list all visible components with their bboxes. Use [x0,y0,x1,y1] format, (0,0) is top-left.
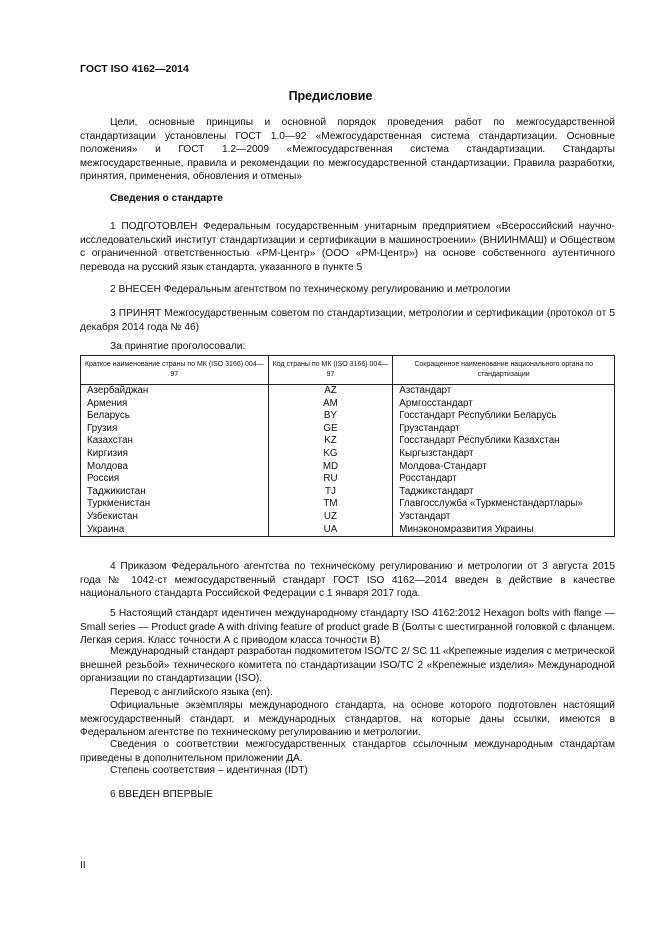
cell-code: KG [268,448,393,461]
cell-country: Беларусь [81,410,269,423]
item-5-official-copies: Официальные экземпляры международного стандарта, на основе которого подготовлен настоящий межгосударственный стандарт, и международных стандартов, на которые даны ссылки, имеются в Федеральном агентстве по техническому регулированию и метрологии. [80,700,615,739]
cell-body: Росстандарт [393,473,615,486]
header-code: Код страны по МК (ISO 3166) 004—97 [268,356,393,385]
cell-body: Таджикстандарт [393,486,615,499]
cell-code: GE [268,423,393,436]
countries-table [80,355,615,537]
cell-code: TJ [268,486,393,499]
page-title: Предисловие [288,89,373,103]
table-header-row [81,356,615,385]
cell-body: Узстандарт [393,511,615,524]
table-row [81,398,615,411]
cell-code: AZ [268,385,393,398]
cell-country: Армения [81,398,269,411]
section-title: Сведения о стандарте [110,193,223,204]
table-row [81,448,615,461]
cell-code: UZ [268,511,393,524]
table-row [81,498,615,511]
item-3: 3 ПРИНЯТ Межгосударственным советом по стандартизации, метрологии и сертификации (протокол от 5 декабря 2014 года № 46) [80,308,615,333]
item-5-correspondence: Сведения о соответствии межгосударственных стандартов ссылочным международным стандартам приведены в дополнительном приложении ДА. [80,739,615,764]
table-row [81,423,615,436]
table-row [81,524,615,537]
cell-country: Туркменистан [81,498,269,511]
cell-code: UA [268,524,393,537]
cell-body: Грузстандарт [393,423,615,436]
document-header: ГОСТ ISO 4162—2014 [80,63,189,75]
item-4: 4 Приказом Федерального агентства по техническому регулированию и метрологии от 3 августа 2015 года № 1042-ст межгосударственный стандарт ГОСТ ISO 4162—2014 введен в действие в качестве национального стандарта Российской Федерации с 1 января 2017 года. [80,561,615,600]
item-5-developer: Международный стандарт разработан подкомитетом ISO/TC 2/ SC 11 «Крепежные изделия с метрической внешней резьбой» технического комитета по стандартизации ISO/TC 2 «Крепежные изделия» Международной организации по стандартизации (ISO). [80,646,615,685]
cell-body: Кыргызстандарт [393,448,615,461]
table-row [81,435,615,448]
cell-code: AM [268,398,393,411]
item-5-translation: Перевод с английского языка (en). [110,687,273,698]
page-number: II [80,860,86,871]
vote-intro: За принятие проголосовали: [110,341,246,352]
cell-country: Узбекистан [81,511,269,524]
intro-paragraph: Цели, основные принципы и основной порядок проведения работ по межгосударственной стандартизации установлены ГОСТ 1.0—92 «Межгосударственная система стандартизации. Основные положения» и ГОСТ 1.2—2009 «Межгосударственная система стандартизации. Стандарты межгосударственные, правила и рекомендации по межгосударственной стандартизации. Правила разработки, принятия, применения, обновления и отмены» [80,117,615,183]
cell-country: Таджикистан [81,486,269,499]
item-2: 2 ВНЕСЕН Федеральным агентством по техническому регулированию и метрологии [110,284,511,295]
table-row [81,385,615,398]
table-row [81,410,615,423]
cell-code: MD [268,461,393,474]
cell-body: Молдова-Стандарт [393,461,615,474]
cell-code: TM [268,498,393,511]
table-row [81,486,615,499]
cell-body: Главгосслужба «Туркменстандартлары» [393,498,615,511]
item-5: 5 Настоящий стандарт идентичен международному стандарту ISO 4162:2012 Hexagon bolts with flange — Small series — Product grade A with driving feature of product grade B (Болты с шестигранной головкой с фланцем. Легкая серия. Класс точности А с приводом класса точности В) [80,608,615,647]
cell-code: KZ [268,435,393,448]
item-5-degree: Степень соответствия – идентичная (IDT) [110,765,308,776]
cell-country: Казахстан [81,435,269,448]
table-row [81,461,615,474]
cell-country: Украина [81,524,269,537]
cell-country: Грузия [81,423,269,436]
cell-code: BY [268,410,393,423]
cell-country: Россия [81,473,269,486]
table-row [81,473,615,486]
cell-country: Молдова [81,461,269,474]
item-6: 6 ВВЕДЕН ВПЕРВЫЕ [110,789,214,800]
cell-country: Азербайджан [81,385,269,398]
cell-country: Киргизия [81,448,269,461]
cell-body: Госстандарт Республики Беларусь [393,410,615,423]
table-row [81,511,615,524]
header-body: Сокращенное наименование национального органа по стандартизации [393,356,615,385]
cell-code: RU [268,473,393,486]
cell-body: Госстандарт Республики Казахстан [393,435,615,448]
cell-body: Минэкономразвития Украины [393,524,615,537]
item-1: 1 ПОДГОТОВЛЕН Федеральным государственным унитарным предприятием «Всероссийский научно-исследовательский институт стандартизации и сертификации в машиностроении» (ВНИИНМАШ) и Обществом с ограниченной ответственностью «РМ-Центр» (ООО «РМ-Центр») на основе собственного аутентичного перевода на русский язык стандарта, указанного в пункте 5 [80,221,615,273]
header-country: Краткое наименование страны по МК (ISO 3166) 004—97 [81,356,269,385]
cell-body: Армгосстандарт [393,398,615,411]
cell-body: Азстандарт [393,385,615,398]
